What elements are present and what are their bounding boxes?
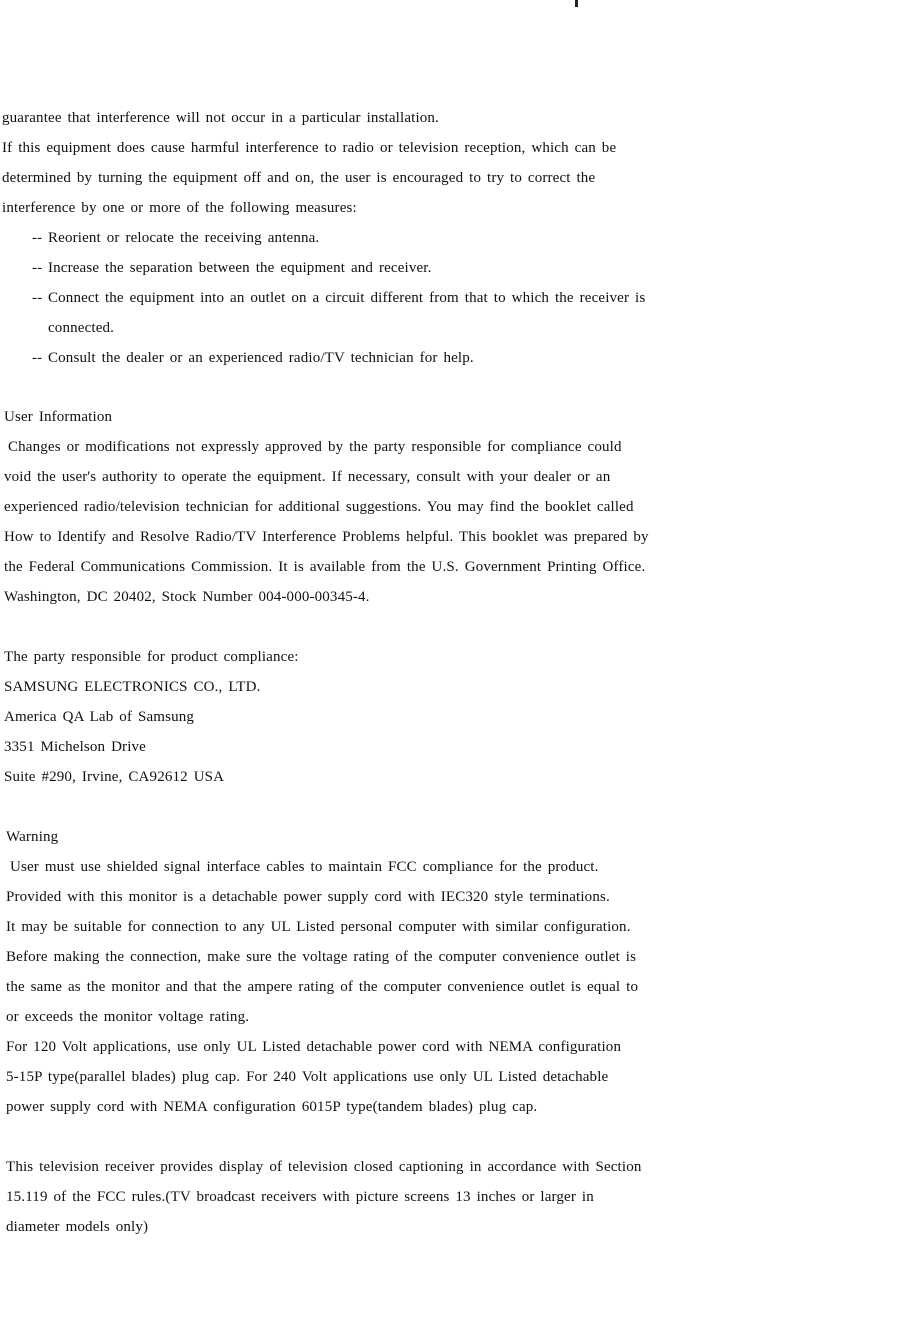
text-line: experienced radio/television technician for additional suggestions. You may find the booklet called [4,499,634,515]
text-line: or exceeds the monitor voltage rating. [6,1009,250,1025]
list-item [32,229,319,247]
page-top-mark [575,0,578,7]
list-item-text: Consult the dealer or an experienced radio/TV technician for help. [48,350,474,366]
address-line: America QA Lab of Samsung [4,709,195,725]
list-item-text: Reorient or relocate the receiving antenna. [48,230,320,246]
address-line: Suite #290, Irvine, CA92612 USA [4,769,225,785]
section-heading: User Information [4,409,113,425]
list-item-continuation: connected. [48,320,115,336]
company-name: SAMSUNG ELECTRONICS CO., LTD. [4,679,261,695]
text-line: Provided with this monitor is a detachable power supply cord with IEC320 style terminations. [6,889,610,905]
text-line: Before making the connection, make sure the voltage rating of the computer convenience outlet is [6,949,637,965]
text-line: guarantee that interference will not occur in a particular installation. [2,110,439,126]
section-heading: Warning [6,829,59,845]
list-bullet: -- [32,350,43,366]
text-line: Changes or modifications not expressly approved by the party responsible for compliance could [8,439,622,455]
text-line: the Federal Communications Commission. It is available from the U.S. Government Printing Office. [4,559,646,575]
text-line: interference by one or more of the following measures: [2,200,357,216]
text-line: power supply cord with NEMA configuration 6015P type(tandem blades) plug cap. [6,1099,538,1115]
list-item-text: Increase the separation between the equipment and receiver. [48,260,432,276]
text-line: the same as the monitor and that the ampere rating of the computer convenience outlet is equal to [6,979,639,995]
text-line: diameter models only) [6,1219,149,1235]
text-line: void the user's authority to operate the equipment. If necessary, consult with your dealer or an [4,469,611,485]
text-line: For 120 Volt applications, use only UL Listed detachable power cord with NEMA configuration [6,1039,622,1055]
address-line: 3351 Michelson Drive [4,739,146,755]
list-bullet: -- [32,260,43,276]
text-line: User must use shielded signal interface cables to maintain FCC compliance for the product. [10,859,599,875]
text-line: determined by turning the equipment off and on, the user is encouraged to try to correct the [2,170,596,186]
list-item-text: Connect the equipment into an outlet on a circuit different from that to which the receiver is [48,290,646,306]
text-line: This television receiver provides display of television closed captioning in accordance with Section [6,1159,642,1175]
text-line: 5-15P type(parallel blades) plug cap. For 240 Volt applications use only UL Listed detachable [6,1069,609,1085]
list-item [32,349,474,367]
list-item [32,259,432,277]
list-item [32,289,645,307]
text-line: 15.119 of the FCC rules.(TV broadcast receivers with picture screens 13 inches or larger in [6,1189,594,1205]
text-line: Washington, DC 20402, Stock Number 004-000-00345-4. [4,589,370,605]
text-line: The party responsible for product compliance: [4,649,299,665]
text-line: If this equipment does cause harmful interference to radio or television reception, which can be [2,140,617,156]
text-line: It may be suitable for connection to any UL Listed personal computer with similar configuration. [6,919,631,935]
list-bullet: -- [32,230,43,246]
list-bullet: -- [32,290,43,306]
text-line: How to Identify and Resolve Radio/TV Interference Problems helpful. This booklet was prepared by [4,529,649,545]
